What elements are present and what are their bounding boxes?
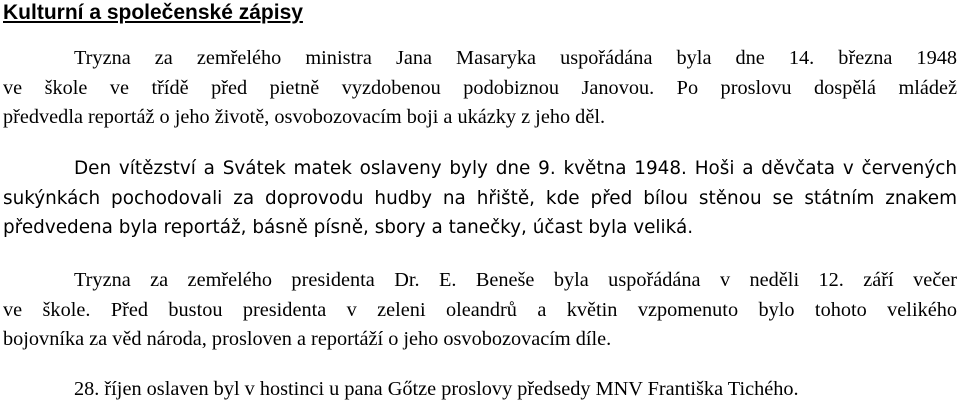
paragraph-line: předvedena byla reportáž, básně písně, sbory a tanečky, účast byla veliká.: [3, 217, 694, 238]
paragraph-line: ve škole. Před bustou presidenta v zeleni oleandrů a květin vzpomenuto bylo tohoto velikého: [3, 298, 957, 321]
paragraph-line: Den vítězství a Svátek matek oslaveny byly dne 9. května 1948. Hoši a děvčata v červených: [74, 158, 957, 179]
paragraph-october-28: [3, 375, 957, 405]
paragraph-benes-memorial: [3, 266, 957, 355]
section-heading: Kulturní a společenské zápisy: [3, 1, 303, 24]
paragraph-victory-day: [3, 154, 957, 243]
paragraph-line: ve škole ve třídě před pietně vyzdobenou podobiznou Janovou. Po proslovu dospělá mládež: [3, 76, 957, 99]
paragraph-line: 28. říjen oslaven byl v hostinci u pana Gőtze proslovy předsedy MNV Františka Tichého.: [74, 378, 799, 400]
paragraph-line: Tryzna za zemřelého presidenta Dr. E. Beneše byla uspořádána v neděli 12. září večer: [74, 269, 957, 291]
paragraph-line: sukýnkách pochodovali za doprovodu hudby na hřiště, kde před bílou stěnou se státním znakem: [3, 187, 957, 209]
paragraph-line: předvedla reportáž o jeho životě, osvobozovacím boji a ukázky z jeho děl.: [3, 106, 606, 128]
paragraph-masaryk-memorial: [3, 44, 957, 133]
paragraph-line: bojovníka za věd národa, prosloven a reportáží o jeho osvobozovacím díle.: [3, 328, 612, 350]
paragraph-line: Tryzna za zemřelého ministra Jana Masaryka uspořádána byla dne 14. března 1948: [74, 47, 957, 69]
